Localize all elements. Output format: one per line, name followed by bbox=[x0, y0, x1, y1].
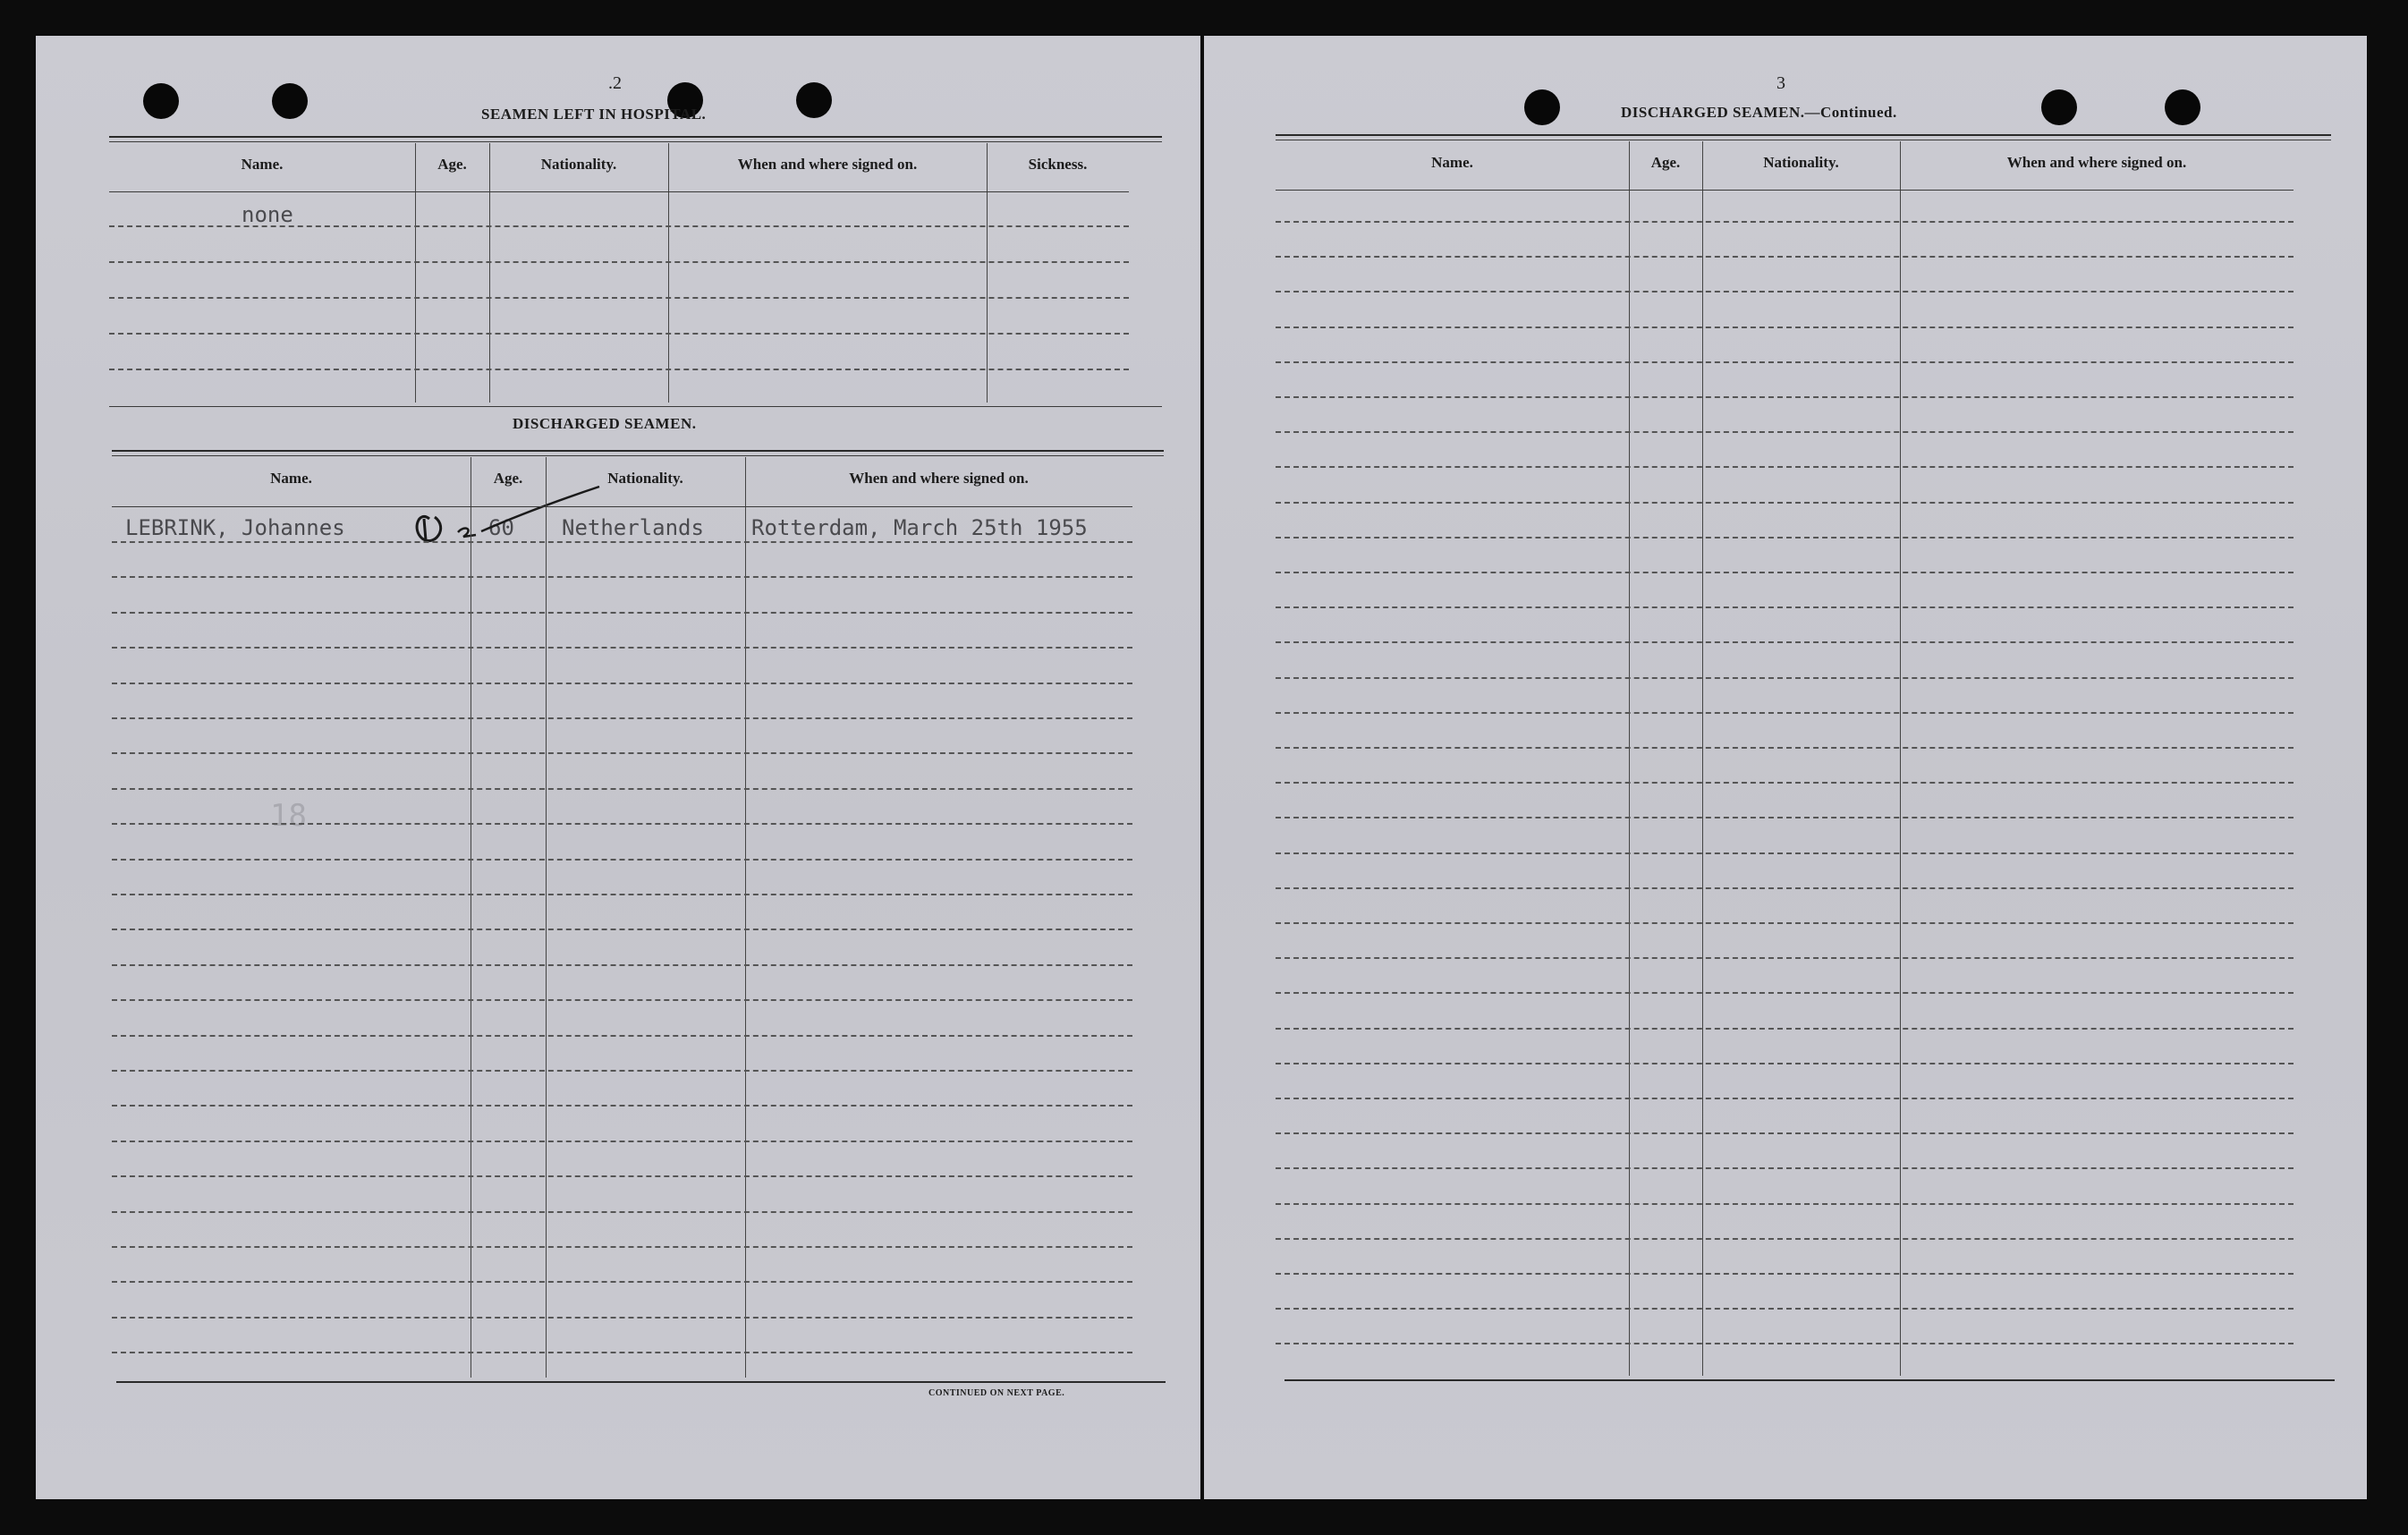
row-rule bbox=[1276, 712, 2294, 714]
page-number: 3 bbox=[1776, 73, 1785, 93]
discharged-signed-on: Rotterdam, March 25th 1955 bbox=[751, 515, 1088, 540]
column-header: Age. bbox=[437, 156, 467, 173]
punch-hole bbox=[272, 83, 308, 119]
column-header: Name. bbox=[241, 156, 284, 173]
row-rule bbox=[112, 1175, 1132, 1177]
row-rule bbox=[1276, 992, 2294, 994]
column-header: Name. bbox=[270, 470, 312, 487]
row-rule bbox=[112, 894, 1132, 895]
row-rule bbox=[112, 964, 1132, 966]
left-page bbox=[36, 36, 1200, 1499]
section-title-discharged: DISCHARGED SEAMEN. bbox=[513, 415, 697, 432]
row-rule bbox=[112, 647, 1132, 649]
row-rule bbox=[1276, 606, 2294, 608]
row-rule bbox=[112, 1317, 1132, 1319]
column-header: Nationality. bbox=[540, 156, 617, 173]
row-rule bbox=[1276, 1098, 2294, 1099]
punch-hole bbox=[796, 82, 832, 118]
discharged-nationality: Netherlands bbox=[562, 515, 704, 540]
row-rule bbox=[112, 1141, 1132, 1142]
row-rule bbox=[112, 576, 1132, 578]
punch-hole bbox=[2165, 89, 2200, 125]
continued-footer: CONTINUED ON NEXT PAGE. bbox=[928, 1388, 1065, 1398]
punch-hole bbox=[1524, 89, 1560, 125]
row-rule bbox=[1276, 782, 2294, 784]
row-rule bbox=[109, 333, 1129, 335]
row-rule bbox=[112, 683, 1132, 684]
row-rule bbox=[1276, 256, 2294, 258]
row-rule bbox=[109, 225, 1129, 227]
row-rule bbox=[109, 369, 1129, 370]
row-rule bbox=[109, 297, 1129, 299]
row-rule bbox=[1276, 572, 2294, 573]
row-rule bbox=[112, 823, 1132, 825]
column-header: Nationality. bbox=[1763, 154, 1839, 171]
column-divider bbox=[546, 457, 547, 1378]
discharged-age: 60 bbox=[488, 515, 514, 540]
column-header: When and where signed on. bbox=[2006, 154, 2187, 171]
page-number: .2 bbox=[608, 73, 622, 93]
row-rule bbox=[1276, 327, 2294, 328]
row-rule bbox=[1276, 1273, 2294, 1275]
column-divider bbox=[745, 457, 746, 1378]
row-rule bbox=[112, 612, 1132, 614]
row-rule bbox=[112, 999, 1132, 1001]
column-header: Name. bbox=[1431, 154, 1473, 171]
column-header: Sickness. bbox=[1028, 156, 1088, 173]
right-page bbox=[1204, 36, 2367, 1499]
row-rule bbox=[112, 717, 1132, 719]
column-header: When and where signed on. bbox=[737, 156, 918, 173]
row-rule bbox=[1276, 396, 2294, 398]
row-rule bbox=[1276, 1203, 2294, 1205]
row-rule bbox=[1276, 852, 2294, 854]
bleed-through-text: 18 bbox=[270, 798, 307, 834]
row-rule bbox=[109, 261, 1129, 263]
row-rule bbox=[112, 541, 1132, 543]
discharged-name: LEBRINK, Johannes bbox=[125, 515, 345, 540]
hospital-row-name: none bbox=[242, 202, 293, 227]
column-divider bbox=[415, 143, 416, 403]
row-rule bbox=[112, 929, 1132, 930]
row-rule bbox=[1276, 641, 2294, 643]
row-rule bbox=[1276, 291, 2294, 293]
row-rule bbox=[1276, 1308, 2294, 1310]
row-rule bbox=[112, 1105, 1132, 1107]
row-rule bbox=[1276, 1238, 2294, 1240]
row-rule bbox=[1276, 887, 2294, 889]
punch-hole bbox=[143, 83, 179, 119]
row-rule bbox=[1276, 1063, 2294, 1064]
row-rule bbox=[112, 1352, 1132, 1353]
header-rule bbox=[1276, 190, 2294, 191]
row-rule bbox=[112, 1070, 1132, 1072]
column-header: Age. bbox=[493, 470, 523, 487]
row-rule bbox=[1276, 747, 2294, 749]
row-rule bbox=[1276, 502, 2294, 504]
column-header: Age. bbox=[1650, 154, 1681, 171]
column-divider bbox=[668, 143, 669, 403]
row-rule bbox=[1276, 466, 2294, 468]
row-rule bbox=[112, 1246, 1132, 1248]
row-rule bbox=[1276, 1028, 2294, 1030]
punch-hole bbox=[2041, 89, 2077, 125]
column-header: When and where signed on. bbox=[849, 470, 1029, 487]
row-rule bbox=[1276, 922, 2294, 924]
section-title-discharged-continued: DISCHARGED SEAMEN.—Continued. bbox=[1621, 104, 1897, 121]
row-rule bbox=[1276, 957, 2294, 959]
row-rule bbox=[112, 1035, 1132, 1037]
column-divider bbox=[987, 143, 988, 403]
header-rule bbox=[109, 191, 1129, 192]
row-rule bbox=[1276, 431, 2294, 433]
row-rule bbox=[1276, 677, 2294, 679]
column-divider bbox=[489, 143, 490, 403]
row-rule bbox=[112, 1281, 1132, 1283]
row-rule bbox=[1276, 1167, 2294, 1169]
row-rule bbox=[1276, 1132, 2294, 1134]
header-rule bbox=[112, 506, 1132, 507]
row-rule bbox=[112, 1211, 1132, 1213]
row-rule bbox=[1276, 1343, 2294, 1344]
row-rule bbox=[1276, 221, 2294, 223]
row-rule bbox=[112, 788, 1132, 790]
row-rule bbox=[1276, 817, 2294, 818]
row-rule bbox=[1276, 537, 2294, 539]
row-rule bbox=[1276, 361, 2294, 363]
section-title-hospital: SEAMEN LEFT IN HOSPITAL. bbox=[481, 106, 707, 123]
row-rule bbox=[112, 859, 1132, 861]
column-header: Nationality. bbox=[607, 470, 683, 487]
row-rule bbox=[112, 752, 1132, 754]
